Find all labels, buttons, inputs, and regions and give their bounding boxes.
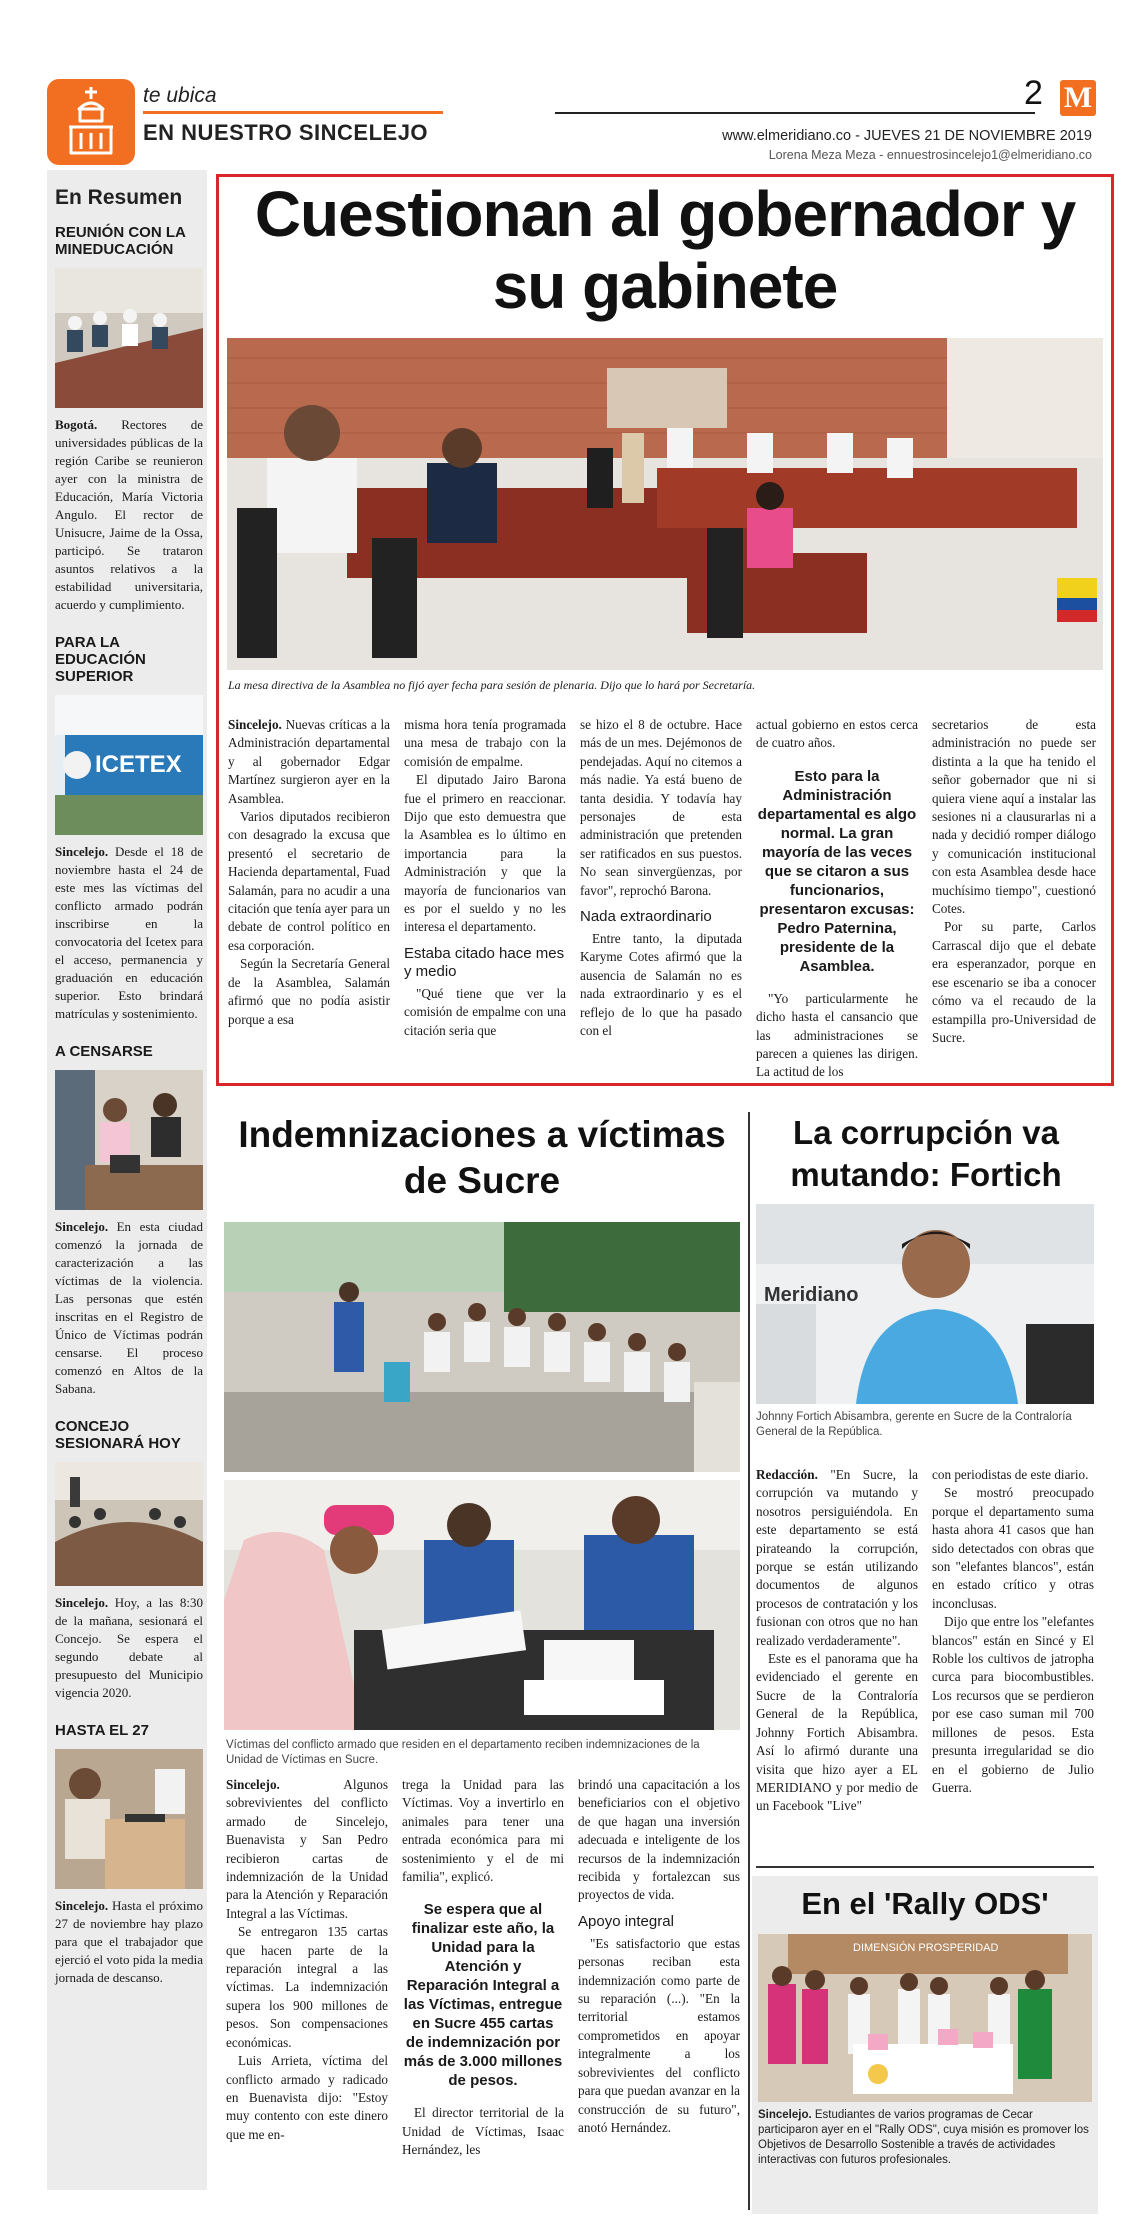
fortich-col1-p2: Este es el panorama que ha evidenciado el gerente en Sucre de la Contraloría General de la República, Johnny Fortich Abisambra. Así lo afirmó durante una visita que hizo ayer a EL MERIDIANO y por medio de un Facebook "Live" <box>756 1651 918 1814</box>
main-photo-assembly <box>227 338 1103 670</box>
main-col-3 <box>580 716 742 1041</box>
main-headline: Cuestionan al gobernador y su gabinete <box>254 178 1076 322</box>
section-logo-box <box>47 79 135 165</box>
victims-col2-p2: El director territorial de la Unidad de Víctimas, Isaac Hernández, les <box>402 2105 564 2158</box>
page-number: 2 <box>1024 74 1043 112</box>
main-col-4 <box>756 716 918 1082</box>
main-col1-p3: Según la Secretaría General de la Asamblea, Salamán afirmó que no podía asistir porque a esa <box>228 956 390 1027</box>
main-col2-p2: El diputado Jairo Barona fue el primero en reaccionar. Dijo que esto demuestra que la Asamblea es lo último en importancia para la Administración y que la mayoría de funcionarios van es por el sueldo y no les interesa el departamento. <box>404 772 566 935</box>
victims-col1-p3: Luis Arrieta, víctima del conflicto armado y radicado en Buenavista dijo: "Estoy muy contento con este dinero que me en- <box>226 2053 388 2142</box>
rally-headline: En el 'Rally ODS' <box>801 1886 1049 1921</box>
main-col2-subhead: Estaba citado hace mes y medio <box>404 944 565 980</box>
fortich-col2-p1: con periodistas de este diario. <box>932 1467 1089 1482</box>
main-col-1 <box>228 716 390 1029</box>
byline: Lorena Meza Meza - ennuestrosincelejo1@elmeridiano.co <box>768 148 1092 162</box>
fortich-col-2 <box>932 1466 1094 1797</box>
column-divider <box>748 1112 750 2210</box>
sidebar-photo-meeting <box>55 268 203 408</box>
sidebar-content <box>55 186 203 1987</box>
sidebar-item-text: Hoy, a las 8:30 de la mañana, sesionará el Concejo. Se espera el segundo debate al presupuesto del Municipio vigencia 2020. <box>55 1595 203 1700</box>
sidebar-item <box>55 1043 203 1398</box>
header-rule <box>555 112 1035 114</box>
victims-photo-caption: Víctimas del conflicto armado que residen en el departamento reciben indemnizaciones de la Unidad de Víctimas en Sucre. <box>226 1739 700 1766</box>
main-col3-subhead: Nada extraordinario <box>580 908 712 926</box>
fortich-photo-brand: Meridiano <box>764 1284 859 1306</box>
victims-photo-crowd <box>224 1222 740 1472</box>
sidebar-title: En Resumen <box>55 186 183 209</box>
rally-lead: Sincelejo. <box>758 2109 812 2121</box>
victims-col1-text: Algunos sobrevivientes del conflicto armado de Sincelejo, Buenavista y San Pedro recibieron cartas de indemnización de la Unidad para la Atención y Reparación Integral a las Víctimas. <box>226 1777 388 1921</box>
main-col1-text: Nuevas críticas a la Administración departamental y al gobernador Edgar Martínez surgieron ayer en la Asamblea. <box>228 717 390 806</box>
main-col3-p1: se hizo el 8 de octubre. Hace más de un mes. Dejémonos de pendejadas. Aquí no citemos a más nadie. Ya está bueno de tanta desidia. Y todavía hay personajes de esta administración que pretenden ser ratificados en sus puestos. No sean sinvergüenzas, por favor", reprochó Barona. <box>580 717 742 898</box>
main-pull-quote: Esto para la Administración departamental es algo normal. La gran mayoría de las veces que se citaron a sus funcionarios, presentaron excusas: Pedro Paternina, presidente de la Asamblea. <box>757 767 917 975</box>
victims-col2-p1: trega la Unidad para las Víctimas. Voy a invertirlo en animales para tener una entrada económica para mi sostenimiento y el de mi familia", explicó. <box>402 1777 564 1885</box>
main-col2-p3: "Qué tiene que ver la comisión de empalme con una citación seria que <box>404 985 566 1038</box>
sidebar-photo-icetex-text: ICETEX <box>95 751 182 778</box>
sidebar-photo-icetex <box>55 695 203 835</box>
victims-col3-subhead: Apoyo integral <box>578 1912 674 1930</box>
victims-col-2 <box>402 1776 564 2160</box>
fortich-photo-caption: Johnny Fortich Abisambra, gerente en Sucre de la Contraloría General de la República. <box>756 1411 1072 1438</box>
sidebar-item-lead: Sincelejo. <box>55 844 109 859</box>
main-photo-caption: La mesa directiva de la Asamblea no fijó ayer fecha para sesión de plenaria. Dijo que lo hará por Secretaría. <box>228 678 756 692</box>
main-col5-p2: Por su parte, Carlos Carrascal dijo que el debate era esperanzador, porque en ese escenario se iba a conocer cómo va el recaudo de la estampilla pro-Universidad de Sucre. <box>932 919 1096 1045</box>
victims-col-3 <box>578 1776 740 2137</box>
sidebar-item <box>55 224 203 614</box>
brand-logo: M <box>1060 80 1096 116</box>
main-col4-p2: "Yo particularmente he dicho hasta el cansancio que las administraciones se parecen a quienes las dirigen. La actitud de los <box>756 990 918 1080</box>
rally-photo-banner: DIMENSIÓN PROSPERIDAD <box>853 1942 999 1954</box>
sidebar-item-heading: A CENSARSE <box>55 1043 153 1060</box>
fortich-col-1 <box>756 1466 918 1816</box>
sidebar-item-heading: CONCEJO SESIONARÁ HOY <box>55 1418 181 1452</box>
sidebar-item-lead: Sincelejo. <box>55 1898 109 1913</box>
sidebar-photo-census <box>55 1070 203 1210</box>
main-lead: Sincelejo. <box>228 717 282 732</box>
section-rule <box>143 111 443 114</box>
sidebar-item-text: En esta ciudad comenzó la jornada de caracterización a las víctimas de la violencia. Las personas que estén inscritas en el Registro de Único de Víctimas podrán censarse. El proceso comenzó en Altos de la Sabana. <box>55 1219 203 1396</box>
sidebar-item-text: Desde el 18 de noviembre hasta el 24 de este mes las víctimas del conflicto armado podrán inscribirse en la convocatoria del Icetex para el acceso, permanencia y graduación en educación superior. Esto brindará matrículas y sostenimiento. <box>55 844 203 1021</box>
rally-caption <box>758 2108 1092 2168</box>
rally-caption-text: Estudiantes de varios programas de Cecar participaron ayer en el "Rally ODS", cuya misión es promover los Objetivos de Desarrollo Sostenible a través de actividades interactivas con futuros profesionales. <box>758 2109 1089 2166</box>
fortich-photo <box>756 1204 1094 1404</box>
sidebar-item-lead: Sincelejo. <box>55 1219 109 1234</box>
fortich-lead: Redacción. <box>756 1467 818 1482</box>
victims-headline: Indemnizaciones a víctimas de Sucre <box>238 1114 726 1201</box>
fortich-col1-text: "En Sucre, la corrupción va mutando y nosotros persiguiéndola. En este departamento se está pirateando la corrupción, porque se están utilizando documentos de algunos procesos de contratación y los fusionan con otros que no han realizado verdaderamente". <box>756 1467 918 1648</box>
main-col-5 <box>932 716 1096 1047</box>
sidebar-item-heading: REUNIÓN CON LA MINEDUCACIÓN <box>55 224 186 258</box>
sidebar-photo-council <box>55 1462 203 1586</box>
sidebar-item <box>55 1418 203 1702</box>
victims-lead: Sincelejo. <box>226 1777 280 1792</box>
section-title: EN NUESTRO SINCELEJO <box>143 120 429 145</box>
sidebar-item-text: Rectores de universidades públicas de la región Caribe se reunieron ayer con la ministra de Educación, María Victoria Angulo. El rector de Unisucre, Jaime de la Ossa, participó. Se trataron asuntos relativos a la estabilidad universitaria, acuerdo y cumplimiento. <box>55 417 203 612</box>
sidebar-item <box>55 634 203 1023</box>
victims-col-1 <box>226 1776 388 2144</box>
main-col4-p1: actual gobierno en estos cerca de cuatro años. <box>756 717 918 751</box>
sidebar-item-lead: Bogotá. <box>55 417 98 432</box>
main-col3-p2: Entre tanto, la diputada Karyme Cotes afirmó que la ausencia de Salamán no es nada extraordinario y es el reflejo de lo que ha pasado con el <box>580 931 742 1039</box>
rally-rule <box>756 1866 1094 1868</box>
rally-photo <box>758 1934 1092 2102</box>
site-date: www.elmeridiano.co - JUEVES 21 DE NOVIEMBRE 2019 <box>722 128 1092 144</box>
main-col5-p1: secretarios de esta administración no puede ser distinta a la que ha tenido el señor gobernador que ni si quiera viene aquí a instalar las sesiones ni a clausurarlas ni a nada y decidió romper diálogo y comunicación institucional con esta Asamblea desde hace muchísimo tiempo", cuestionó Cotes. <box>932 717 1096 917</box>
fortich-headline: La corrupción va mutando: Fortich <box>790 1114 1062 1193</box>
sidebar-item-text: Hasta el próximo 27 de noviembre hay plazo para que el trabajador que ejerció el voto pida la media jornada de descanso. <box>55 1898 203 1985</box>
section-kicker: te ubica <box>143 84 217 107</box>
victims-col1-p2: Se entregaron 135 cartas que hacen parte de la reparación integral a las víctimas. La indemnización supera los 900 millones de pesos. Son compensaciones económicas. <box>226 1924 388 2050</box>
victims-col3-p1: brindó una capacitación a los beneficiarios con el objetivo de que hagan una inversión adecuada e inteligente de los recursos de la indemnización recibida y fortalezcan sus proyectos de vida. <box>578 1777 740 1903</box>
sidebar-item-heading: HASTA EL 27 <box>55 1722 149 1739</box>
sidebar-photo-ballot <box>55 1749 203 1889</box>
main-col-2 <box>404 716 566 1040</box>
fortich-col2-p3: Dijo que entre los "elefantes blancos" están en Sincé y El Roble los cultivos de jatropha curca para biocombustibles. Los recursos que se perdieron por ese caso suman mil 700 millones de pesos. Esta presunta irregularidad se dio en el gobierno de Julio Guerra. <box>932 1614 1094 1795</box>
main-col2-p1: misma hora tenía programada una mesa de trabajo con la comisión de empalme. <box>404 717 566 769</box>
fortich-col2-p2: Se mostró preocupado porque el departamento suma hasta ahora 41 casos que han sido detectados con obras que son "elefantes blancos", están en estado crítico y otras inconclusas. <box>932 1485 1094 1611</box>
victims-pull-quote: Se espera que al finalizar este año, la Unidad para la Atención y Reparación Integral a las Víctimas, entregue en Sucre 455 cartas de indemnización por más de 3.000 millones de pesos. <box>403 1901 563 2090</box>
victims-col3-p2: "Es satisfactorio que estas personas reciban esta indemnización como parte de su reparación (...). "En la territorial estamos comprometidos en apoyar integralmente a los sobrevivientes del conflicto para que puedan avanzar en la construcción de su futuro", anotó Hernández. <box>578 1935 740 2135</box>
sidebar-item-lead: Sincelejo. <box>55 1595 109 1610</box>
main-col1-p2: Varios diputados recibieron con desagrado la excusa que presentó el secretario de Hacienda departamental, Fuad Salamán, para no acudir a una citación que tenía ayer para un debate de control político en esa corporación. <box>228 809 390 953</box>
victims-photo-signing <box>224 1480 740 1730</box>
sidebar-item-heading: PARA LA EDUCACIÓN SUPERIOR <box>55 634 146 685</box>
church-icon <box>47 79 135 165</box>
sidebar-item <box>55 1722 203 1987</box>
